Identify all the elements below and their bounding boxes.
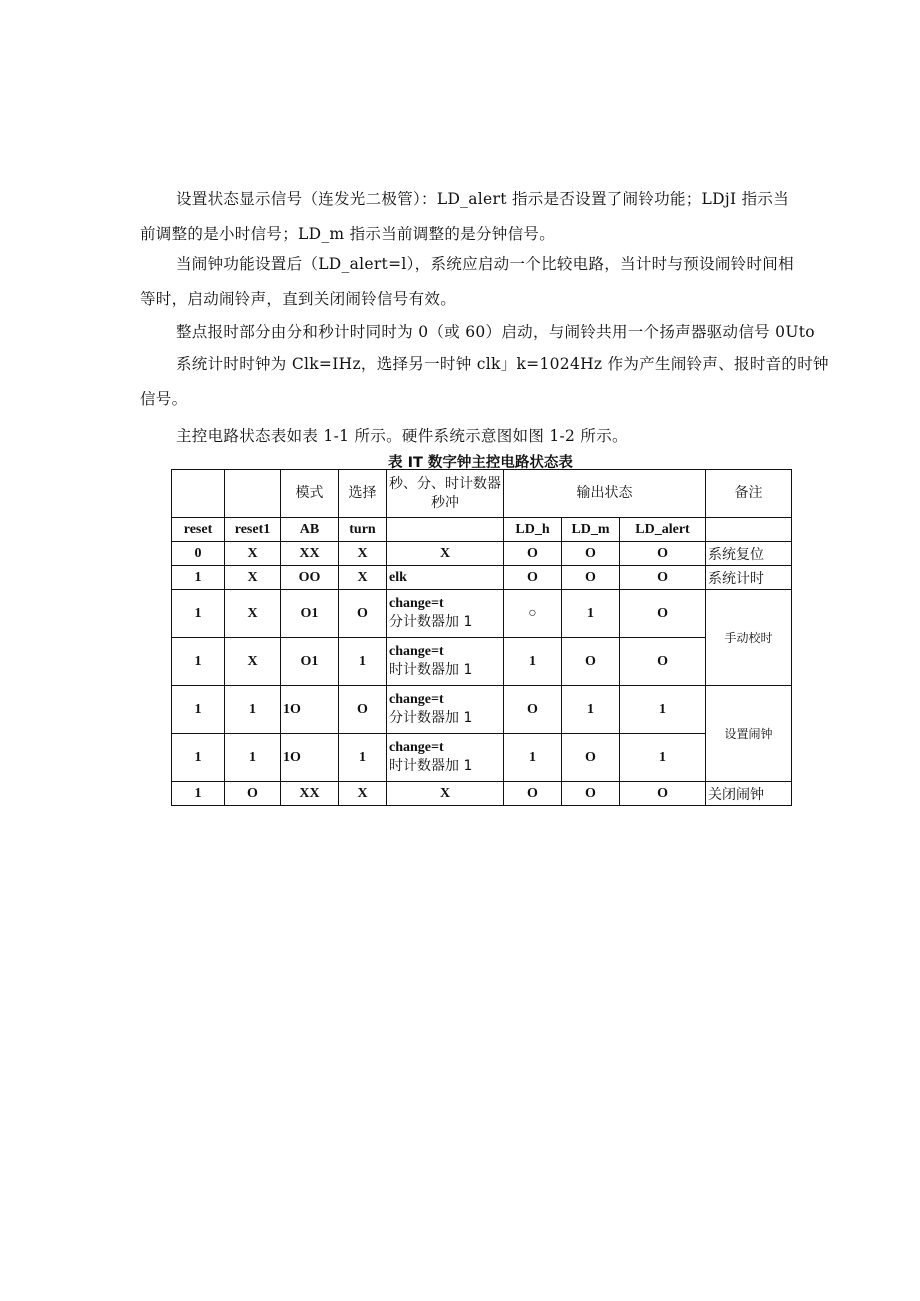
cell-ab: OO xyxy=(281,566,339,590)
cell-reset: 1 xyxy=(172,590,225,638)
cell-ab: O1 xyxy=(281,638,339,686)
cell-ld-alert: O xyxy=(620,542,706,566)
cell-ab: O1 xyxy=(281,590,339,638)
subheader-reset1: reset1 xyxy=(225,518,281,542)
cell-pulse: elk xyxy=(387,566,504,590)
paragraph-text: 设置状态显示信号（连发光二极管）：LD_alert 指示是否设置了闹铃功能；LDjI 指示当 xyxy=(176,190,790,208)
cell-ab: XX xyxy=(281,782,339,806)
header-cell-empty xyxy=(225,470,281,518)
cell-reset1: X xyxy=(225,566,281,590)
subheader-note xyxy=(706,518,792,542)
subheader-ld-h: LD_h xyxy=(504,518,562,542)
cell-ab: 1O xyxy=(281,734,339,782)
header-output: 输出状态 xyxy=(504,470,706,518)
header-pulse: 秒、分、时计数器秒冲 xyxy=(387,470,504,518)
cell-turn: X xyxy=(339,566,387,590)
cell-ld-alert: O xyxy=(620,782,706,806)
pulse-description: 时计数器加 1 xyxy=(389,758,473,774)
pulse-change: change=t xyxy=(389,692,444,707)
cell-pulse: X xyxy=(387,782,504,806)
cell-ld-alert: O xyxy=(620,638,706,686)
cell-note: 系统复位 xyxy=(706,542,792,566)
paragraph-table-reference: 主控电路状态表如表 1-1 所示。硬件系统示意图如图 1-2 所示。 xyxy=(176,427,628,445)
cell-ld-h: O xyxy=(504,782,562,806)
cell-turn: O xyxy=(339,590,387,638)
cell-turn: 1 xyxy=(339,638,387,686)
cell-note: 关闭闹钟 xyxy=(706,782,792,806)
table-row xyxy=(172,542,792,566)
pulse-description: 时计数器加 1 xyxy=(389,662,473,678)
cell-reset: 1 xyxy=(172,638,225,686)
table-row xyxy=(172,566,792,590)
cell-reset1: X xyxy=(225,590,281,638)
table-caption: 表 IT 数字钟主控电路状态表 xyxy=(388,455,573,471)
table-row xyxy=(172,638,792,686)
paragraph-alarm-compare xyxy=(140,247,830,317)
table-row xyxy=(172,734,792,782)
cell-ld-m: O xyxy=(562,542,620,566)
cell-ld-m: 1 xyxy=(562,590,620,638)
subheader-turn: turn xyxy=(339,518,387,542)
pulse-change: change=t xyxy=(389,740,444,755)
paragraph-led-signals xyxy=(140,182,830,252)
cell-note-manual-set: 手动校时 xyxy=(706,590,792,686)
cell-pulse xyxy=(387,638,504,686)
cell-ld-m: O xyxy=(562,734,620,782)
cell-turn: X xyxy=(339,542,387,566)
cell-ld-alert: 1 xyxy=(620,734,706,782)
paragraph-text: 等时，启动闹铃声，直到关闭闹铃信号有效。 xyxy=(140,290,457,308)
header-cell-empty xyxy=(172,470,225,518)
cell-reset1: X xyxy=(225,542,281,566)
subheader-pulse xyxy=(387,518,504,542)
cell-ld-h: ○ xyxy=(504,590,562,638)
paragraph-text: 前调整的是小时信号；LD_m 指示当前调整的是分钟信号。 xyxy=(140,225,555,243)
table-row xyxy=(172,686,792,734)
cell-turn: X xyxy=(339,782,387,806)
table-row xyxy=(172,782,792,806)
pulse-change: change=t xyxy=(389,644,444,659)
cell-reset: 1 xyxy=(172,566,225,590)
subheader-ld-alert: LD_alert xyxy=(620,518,706,542)
cell-ld-h: 1 xyxy=(504,734,562,782)
subheader-reset: reset xyxy=(172,518,225,542)
cell-pulse xyxy=(387,686,504,734)
pulse-description: 分计数器加 1 xyxy=(389,614,473,630)
cell-ld-m: 1 xyxy=(562,686,620,734)
cell-reset: 1 xyxy=(172,686,225,734)
cell-ld-h: O xyxy=(504,686,562,734)
cell-ld-h: O xyxy=(504,542,562,566)
cell-reset: 1 xyxy=(172,782,225,806)
state-table xyxy=(171,469,792,806)
cell-turn: 1 xyxy=(339,734,387,782)
paragraph-text: 系统计时时钟为 Clk=IHz，选择另一时钟 clk」k=1024Hz 作为产生闹铃声、报时音的时钟 xyxy=(176,355,829,373)
cell-note: 系统计时 xyxy=(706,566,792,590)
table-row xyxy=(172,590,792,638)
cell-ld-h: O xyxy=(504,566,562,590)
header-mode: 模式 xyxy=(281,470,339,518)
cell-reset1: O xyxy=(225,782,281,806)
cell-ld-alert: O xyxy=(620,566,706,590)
cell-ld-alert: 1 xyxy=(620,686,706,734)
cell-ab: 1O xyxy=(281,686,339,734)
paragraph-text: 信号。 xyxy=(140,390,188,408)
pulse-description: 分计数器加 1 xyxy=(389,710,473,726)
pulse-change: change=t xyxy=(389,596,444,611)
paragraph-hourly-chime: 整点报时部分由分和秒计时同时为 0（或 60）启动，与闹铃共用一个扬声器驱动信号 0Uto xyxy=(176,323,815,341)
header-note: 备注 xyxy=(706,470,792,518)
cell-ld-m: O xyxy=(562,638,620,686)
subheader-ld-m: LD_m xyxy=(562,518,620,542)
table-header-row xyxy=(172,470,792,518)
cell-pulse: X xyxy=(387,542,504,566)
subheader-ab: AB xyxy=(281,518,339,542)
cell-note-alarm-set: 设置闹钟 xyxy=(706,686,792,782)
cell-turn: O xyxy=(339,686,387,734)
cell-ld-alert: O xyxy=(620,590,706,638)
header-select: 选择 xyxy=(339,470,387,518)
cell-reset1: 1 xyxy=(225,686,281,734)
cell-reset: 1 xyxy=(172,734,225,782)
paragraph-text: 当闹钟功能设置后（LD_alert=l），系统应启动一个比较电路，当计时与预设闹铃时间相 xyxy=(176,255,794,273)
cell-ld-h: 1 xyxy=(504,638,562,686)
cell-ab: XX xyxy=(281,542,339,566)
cell-pulse xyxy=(387,590,504,638)
cell-ld-m: O xyxy=(562,566,620,590)
cell-ld-m: O xyxy=(562,782,620,806)
cell-reset1: X xyxy=(225,638,281,686)
cell-reset: 0 xyxy=(172,542,225,566)
cell-reset1: 1 xyxy=(225,734,281,782)
table-subheader-row xyxy=(172,518,792,542)
cell-pulse xyxy=(387,734,504,782)
paragraph-system-clock xyxy=(140,347,830,417)
